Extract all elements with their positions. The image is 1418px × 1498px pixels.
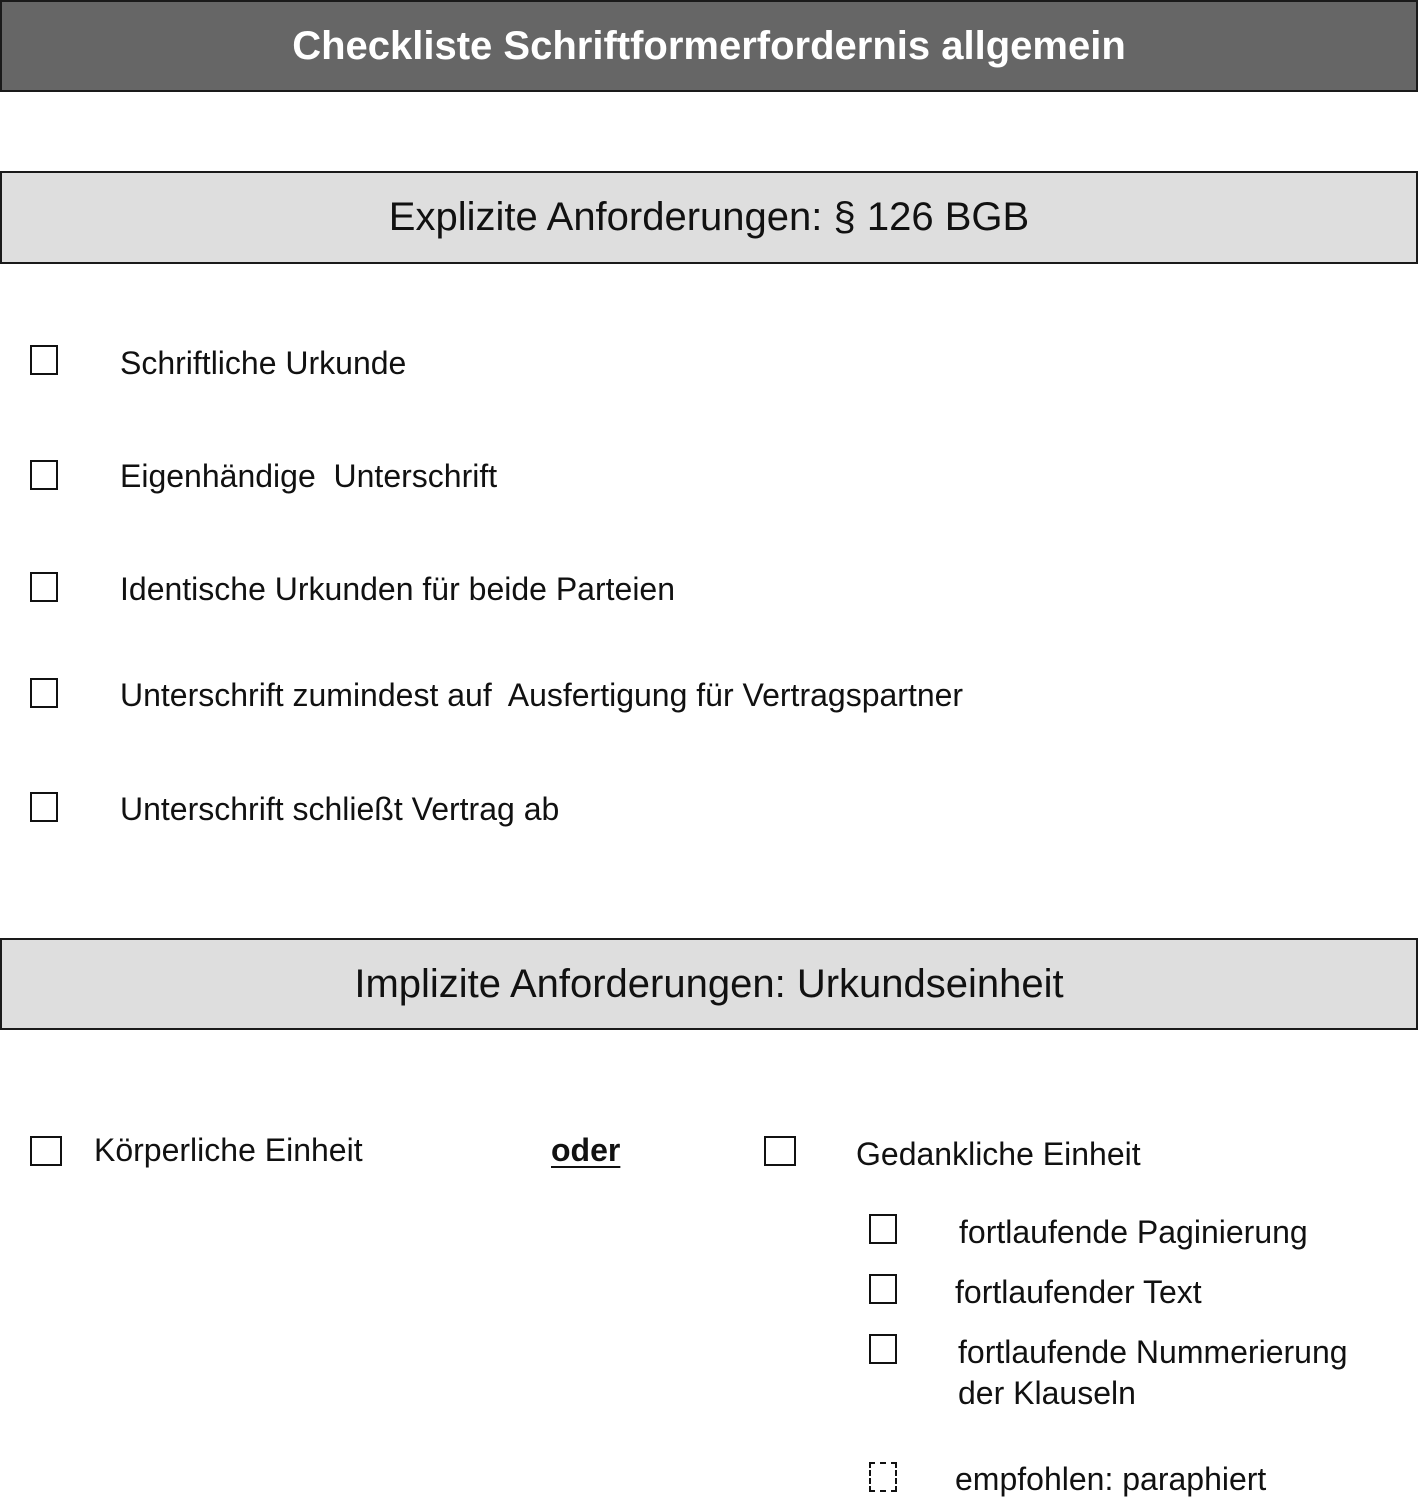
checkbox-unterschrift-ausfertigung[interactable] <box>30 678 58 708</box>
explicit-requirements-heading-text: Explizite Anforderungen: § 126 BGB <box>388 195 1030 239</box>
item-label-empfohlen-paraphiert: empfohlen: paraphiert <box>955 1461 1267 1497</box>
item-label-fortlaufende-nummerierung-line1: fortlaufende Nummerierung <box>958 1334 1348 1370</box>
implicit-requirements-heading <box>0 938 1418 1030</box>
item-label-eigenhaendige-unterschrift: Eigenhändige Unterschrift <box>120 458 498 494</box>
page-title-text: Checkliste Schriftformerfordernis allgemein <box>292 23 1126 68</box>
item-label-unterschrift-ausfertigung: Unterschrift zumindest auf Ausfertigung für Vertragspartner <box>120 677 964 713</box>
connector-oder: oder <box>551 1132 621 1168</box>
item-label-schriftliche-urkunde: Schriftliche Urkunde <box>120 345 407 381</box>
item-label-koerperliche-einheit: Körperliche Einheit <box>94 1132 363 1168</box>
page-title <box>0 0 1418 92</box>
checkbox-koerperliche-einheit[interactable] <box>30 1136 62 1166</box>
explicit-requirements-heading <box>0 171 1418 264</box>
item-label-gedankliche-einheit: Gedankliche Einheit <box>856 1136 1141 1172</box>
checkbox-fortlaufende-paginierung[interactable] <box>869 1214 897 1244</box>
item-label-fortlaufender-text: fortlaufender Text <box>955 1274 1202 1310</box>
checkbox-schriftliche-urkunde[interactable] <box>30 345 58 375</box>
checkbox-fortlaufende-nummerierung[interactable] <box>869 1334 897 1364</box>
item-label-fortlaufende-nummerierung-line2: der Klauseln <box>958 1375 1136 1411</box>
checkbox-eigenhaendige-unterschrift[interactable] <box>30 460 58 490</box>
item-label-identische-urkunden: Identische Urkunden für beide Parteien <box>120 571 676 607</box>
checkbox-empfohlen-paraphiert[interactable] <box>869 1462 897 1492</box>
implicit-requirements-heading-text: Implizite Anforderungen: Urkundseinheit <box>354 961 1064 1006</box>
item-label-fortlaufende-paginierung: fortlaufende Paginierung <box>959 1214 1308 1250</box>
checkbox-fortlaufender-text[interactable] <box>869 1274 897 1304</box>
checkbox-gedankliche-einheit[interactable] <box>764 1136 796 1166</box>
item-label-unterschrift-schliesst-ab: Unterschrift schließt Vertrag ab <box>120 791 560 827</box>
checkbox-unterschrift-schliesst-ab[interactable] <box>30 792 58 822</box>
checkbox-identische-urkunden[interactable] <box>30 572 58 602</box>
